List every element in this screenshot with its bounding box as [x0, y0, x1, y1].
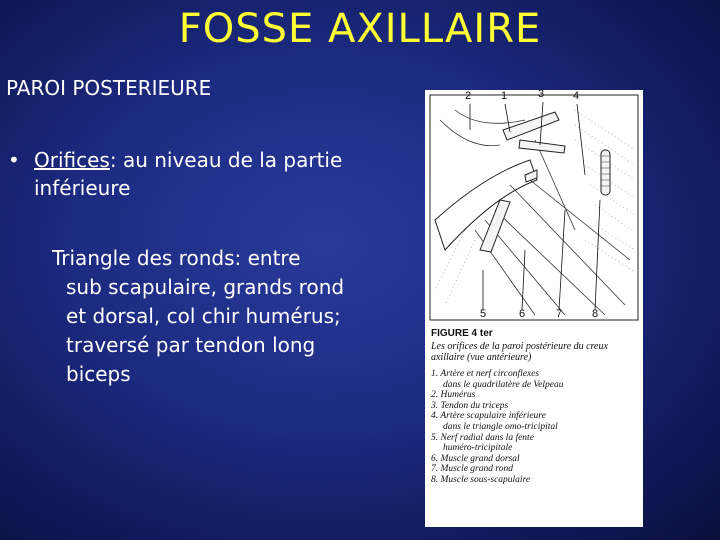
legend-item: 8. Muscle sous-scapulaire — [431, 474, 531, 485]
anatomy-drawing — [425, 90, 643, 325]
triangle-rest: sub scapulaire, grands rond et dorsal, col chir humérus; traversé par tendon long biceps — [66, 275, 345, 386]
bullet-text — [8, 146, 348, 202]
legend-item: 3. Tendon du triceps — [431, 400, 509, 411]
caption-figure-label: FIGURE 4 ter — [431, 328, 493, 339]
figure-label-1: 1 — [501, 90, 508, 102]
legend-item: 4. Artère scapulaire inférieure — [431, 411, 546, 422]
legend-item: dans le triangle omo-tricipital — [443, 421, 558, 432]
figure-label-3: 3 — [538, 88, 545, 100]
bullet-rest: : au niveau de la partie inférieure — [34, 148, 343, 200]
anatomy-figure — [425, 90, 643, 527]
bullet-keyword: Orifices — [34, 148, 110, 172]
caption-title: Les orifices de la paroi postérieure du creux axillaire (vue antérieure) — [431, 341, 608, 363]
bullet-marker: • — [8, 148, 20, 172]
section-subtitle: PAROI POSTERIEURE — [6, 76, 212, 100]
figure-label-7: 7 — [556, 308, 563, 320]
figure-label-4: 4 — [573, 90, 580, 102]
triangle-description — [40, 244, 360, 389]
legend-item: 6. Muscle grand dorsal — [431, 453, 520, 464]
figure-label-6: 6 — [519, 308, 526, 320]
legend-item: 7. Muscle grand rond — [431, 464, 513, 475]
slide-title: FOSSE AXILLAIRE — [178, 6, 542, 52]
figure-label-8: 8 — [592, 308, 599, 320]
figure-label-2: 2 — [465, 90, 472, 102]
legend-item: dans le quadrilatère de Velpeau — [443, 379, 564, 390]
figure-label-5: 5 — [480, 308, 487, 320]
legend-item: 2. Humérus — [431, 390, 476, 401]
triangle-first-line: Triangle des ronds: entre — [52, 246, 301, 270]
legend-item: huméro-tricipitale — [443, 443, 513, 454]
caption-legend — [431, 369, 639, 486]
legend-item: 1. Artère et nerf circonflexes — [431, 369, 540, 379]
bullet-orifices — [8, 146, 348, 202]
figure-caption — [431, 328, 639, 486]
legend-item: 5. Nerf radial dans la fente — [431, 432, 534, 443]
